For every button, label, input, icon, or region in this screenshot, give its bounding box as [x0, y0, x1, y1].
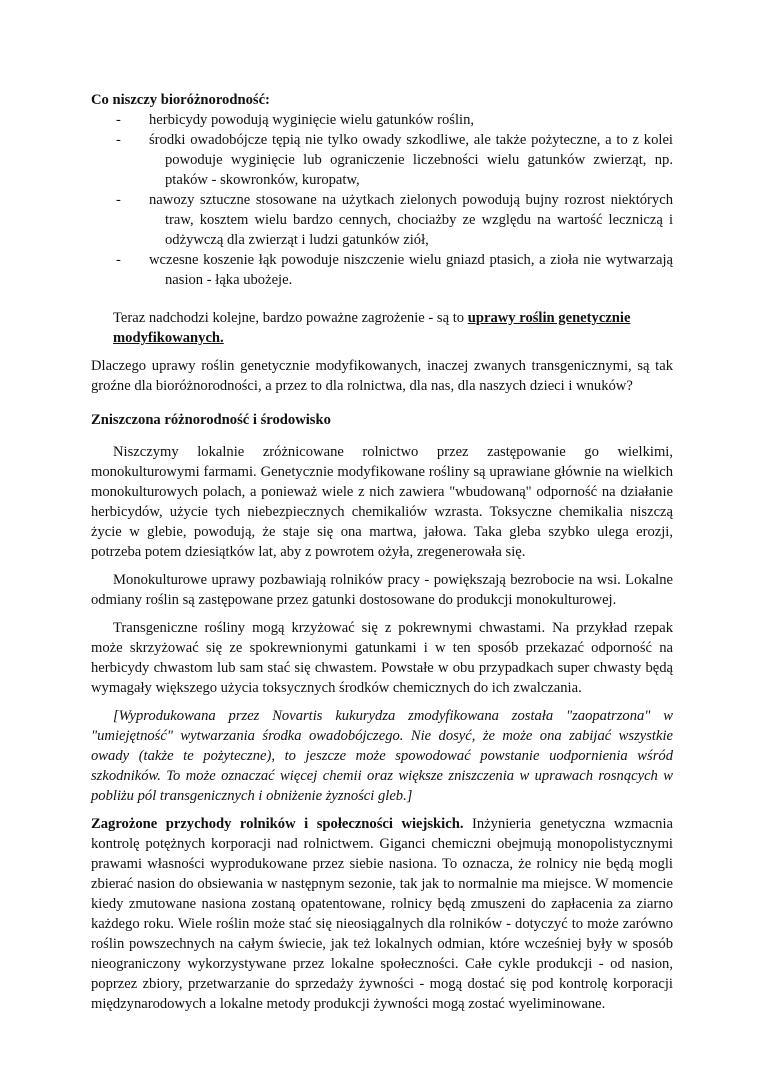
body-paragraph: Niszczymy lokalnie zróżnicowane rolnictwo przez zastępowanie go wielkimi, monokulturowymi farmami. Genetycznie modyfikowane rośliny są uprawiane głównie na wielkich monokulturowych polach, a ponieważ wiele z nich zawiera "wbudowaną" odporność na działanie herbicydów, użycie tych niebezpiecznych chemikaliów wzrasta. Toksyczne chemikalia niszczą życie w glebie, powodują, że staje się ona martwa, jałowa. Taka gleba szybko ulega erozji, potrzeba potem dziesiątków lat, aby z powrotem ożyła, zregenerowała się.	[91, 444, 673, 560]
section-title-income: Zagrożone przychody rolników i społeczności wiejskich.	[91, 816, 464, 832]
income-paragraph: Zagrożone przychody rolników i społeczności wiejskich. Inżynieria genetyczna wzmacnia kontrolę potężnych korporacji nad rolnictwem. Giganci chemiczni obejmują monopolistycznymi prawami własności wyprodukowane przez siebie nasiona. To oznacza, że rolnicy nie będą mogli zbierać nasion do obsiewania w następnym sezonie, tak jak to normalnie ma miejsce. W momencie kiedy zmutowane nasiona zostaną opatentowane, rolnicy będą zmuszeni do zapłacenia za ziarno każdego roku. Wiele roślin może stać się nieosiągalnych dla rolników - dotyczyć to może zarówno roślin powszechnych na całym świecie, jak też lokalnych odmian, które wcześniej były w sposób nieograniczony wykorzystywane przez lokalne społeczności. Całe cykle produkcji - od nasion, poprzez zbiory, przetwarzanie do sprzedaży żywności - mogą dostać się pod kontrolę korporacji międzynarodowych a lokalne metody produkcji żywności mogą zostać wyeliminowane.	[91, 816, 673, 1012]
question-paragraph: Dlaczego uprawy roślin genetycznie modyfikowanych, inaczej zwanych transgenicznymi, są tak groźne dla bioróżnorodności, a przez to dla rolnictwa, dla nas, dla naszych dzieci i wnuków?	[91, 358, 673, 394]
body-paragraph: Monokulturowe uprawy pozbawiają rolników pracy - powiększają bezrobocie na wsi. Lokalne odmiany roślin są zastępowane przez gatunki dostosowane do produkcji monokulturowej.	[91, 572, 673, 608]
document-content	[91, 90, 673, 1014]
bullet-dash: -	[116, 192, 121, 208]
bullet-dash: -	[116, 112, 121, 128]
bullet-dash: -	[116, 252, 121, 268]
body-paragraph: Transgeniczne rośliny mogą krzyżować się z pokrewnymi chwastami. Na przykład rzepak może skrzyżować się ze spokrewnionymi gatunkami i w ten sposób przekazać odporność na herbicydy chwastom lub sam stać się chwastem. Powstałe w obu przypadkach super chwasty będą wymagały większego użycia toksycznych środków chemicznych do ich zwalczania.	[91, 620, 673, 696]
list-item: - wczesne koszenie łąk powoduje niszczenie wielu gniazd ptasich, a zioła nie wytwarzają nasion - łąka ubożeje.	[116, 252, 673, 288]
italic-note: [Wyprodukowana przez Novartis kukurydza zmodyfikowana została "zaopatrzona" w "umiejętność" wytwarzania środka owadobójczego. Nie dosyć, że może ona zabijać wszystkie owady (także te pożyteczne), to jeszcze może spowodować powstanie uodpornienia wśród szkodników. To może oznaczać więcej chemii oraz większe zniszczenia w uprawach rosnących w pobliżu pól transgenicznych i obniżenie żyzności gleb.]	[91, 708, 673, 804]
list-item: - herbicydy powodują wyginięcie wielu gatunków roślin,	[116, 112, 475, 128]
intro-paragraph: Teraz nadchodzi kolejne, bardzo poważne zagrożenie - są to uprawy roślin genetycznie modyfikowanych.	[113, 310, 631, 346]
list-item: - środki owadobójcze tępią nie tylko owady szkodliwe, ale także pożyteczne, a to z kolei powoduje wyginięcie lub ograniczenie liczebności wielu gatunków zwierząt, np. ptaków - skowronków, kuropatw,	[116, 132, 673, 188]
bullet-dash: -	[116, 132, 121, 148]
gmo-crops-link[interactable]: uprawy roślin genetycznie modyfikowanych.	[113, 310, 631, 346]
list-item: - nawozy sztuczne stosowane na użytkach zielonych powodują bujny rozrost niektórych traw, kosztem wielu bardzo cennych, chociażby ze względu na wartość leczniczą i odżywczą dla zwierząt i ludzi gatunków ziół,	[116, 192, 673, 248]
heading-destroyed-diversity: Zniszczona różnorodność i środowisko	[91, 412, 331, 428]
threats-list	[91, 110, 673, 290]
heading-biodiversity-threats: Co niszczy bioróżnorodność:	[91, 92, 270, 108]
